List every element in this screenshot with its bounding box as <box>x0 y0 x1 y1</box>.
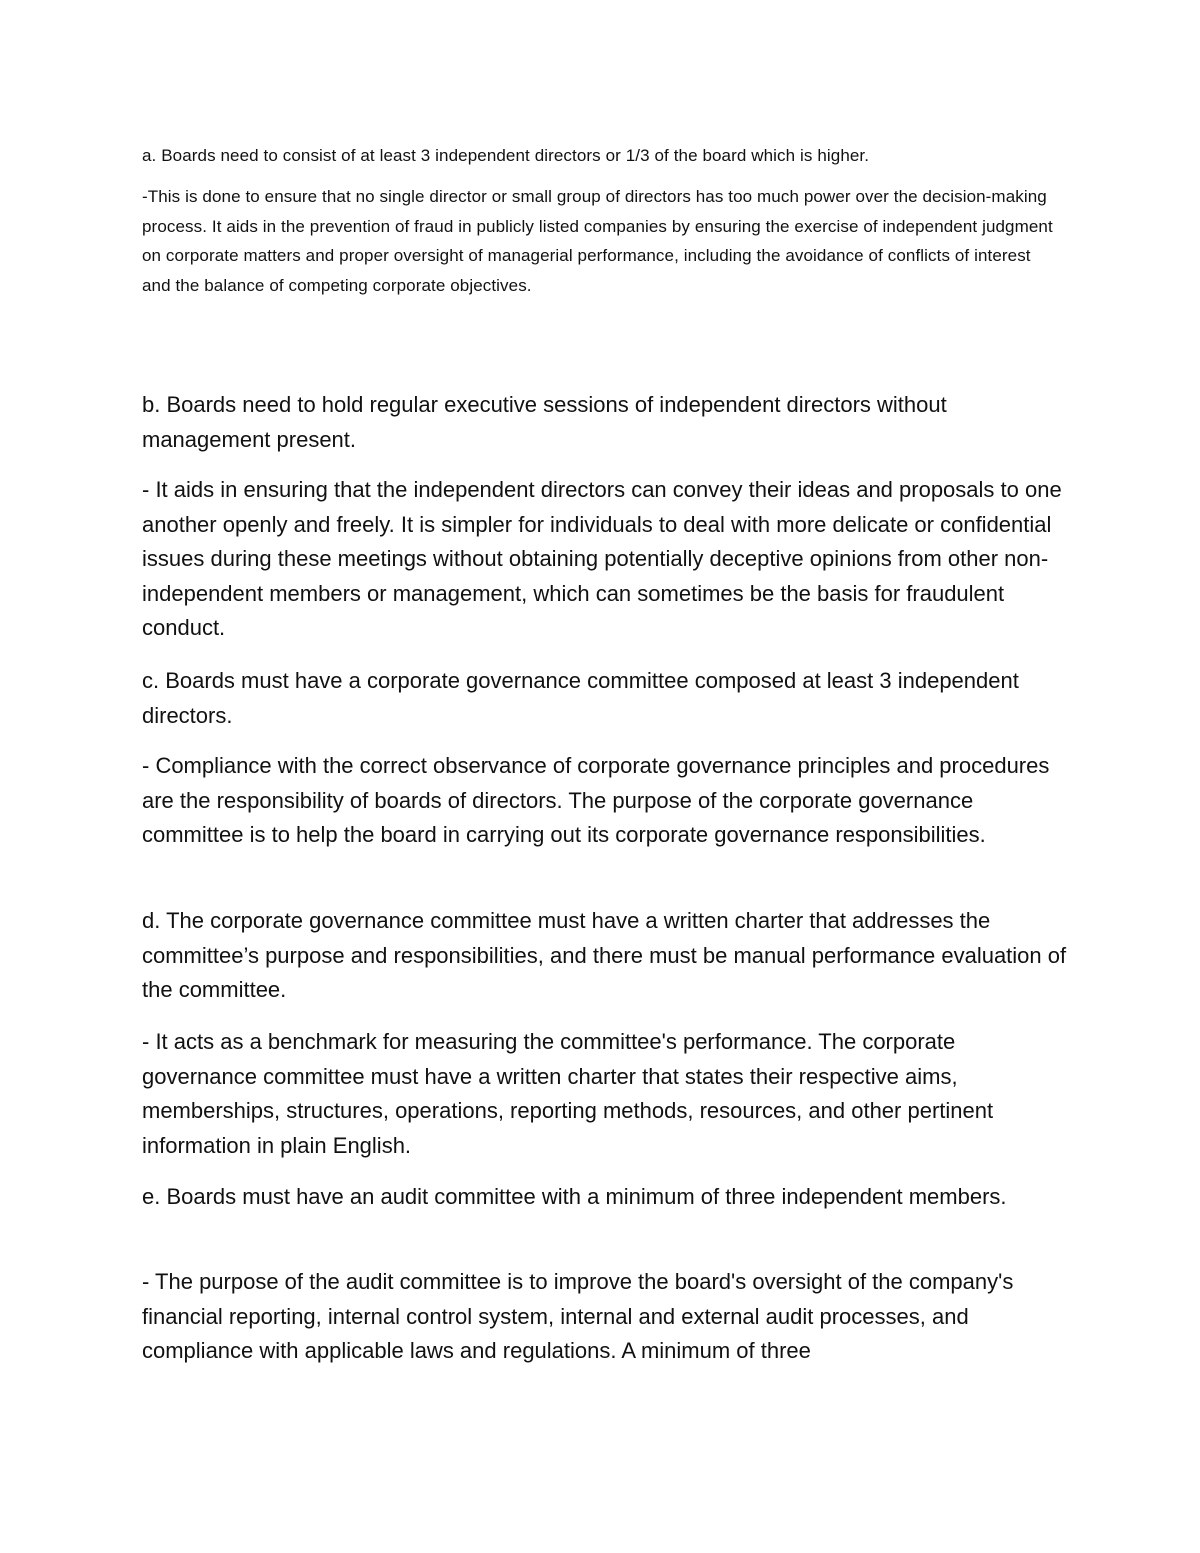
section-b-explanation: - It aids in ensuring that the independent directors can convey their ideas and proposals to one another openly and freely. It is simpler for individuals to deal with more delicate or confidential issues during these meetings without obtaining potentially deceptive opinions from other non-independent members or management, which can sometimes be the basis for fraudulent conduct. <box>142 477 1062 641</box>
section-a-heading: a. Boards need to consist of at least 3 independent directors or 1/3 of the board which is higher. <box>142 146 870 165</box>
section-d-heading: d. The corporate governance committee must have a written charter that addresses the committee’s purpose and responsibilities, and there must be manual performance evaluation of the committee. <box>142 908 1067 1003</box>
section-e-heading: e. Boards must have an audit committee with a minimum of three independent members. <box>142 1184 1007 1209</box>
section-d-explanation: - It acts as a benchmark for measuring the committee's performance. The corporate governance committee must have a written charter that states their respective aims, memberships, structures, operations, reporting methods, resources, and other pertinent information in plain English. <box>142 1029 994 1158</box>
section-a-explanation: -This is done to ensure that no single director or small group of directors has too much power over the decision-making process. It aids in the prevention of fraud in publicly listed companies by ensuring the exercise of independent judgment on corporate matters and proper oversight of managerial performance, including the avoidance of conflicts of interest and the balance of competing corporate objectives. <box>142 187 1053 295</box>
section-e-explanation: - The purpose of the audit committee is to improve the board's oversight of the company's financial reporting, internal control system, internal and external audit processes, and compliance with applicable laws and regulations. A minimum of three <box>142 1269 1014 1364</box>
section-b-heading: b. Boards need to hold regular executive sessions of independent directors without management present. <box>142 392 947 452</box>
section-c-heading: c. Boards must have a corporate governance committee composed at least 3 independent directors. <box>142 668 1019 728</box>
section-c-explanation: - Compliance with the correct observance of corporate governance principles and procedures are the responsibility of boards of directors. The purpose of the corporate governance committee is to help the board in carrying out its corporate governance responsibilities. <box>142 753 1050 848</box>
